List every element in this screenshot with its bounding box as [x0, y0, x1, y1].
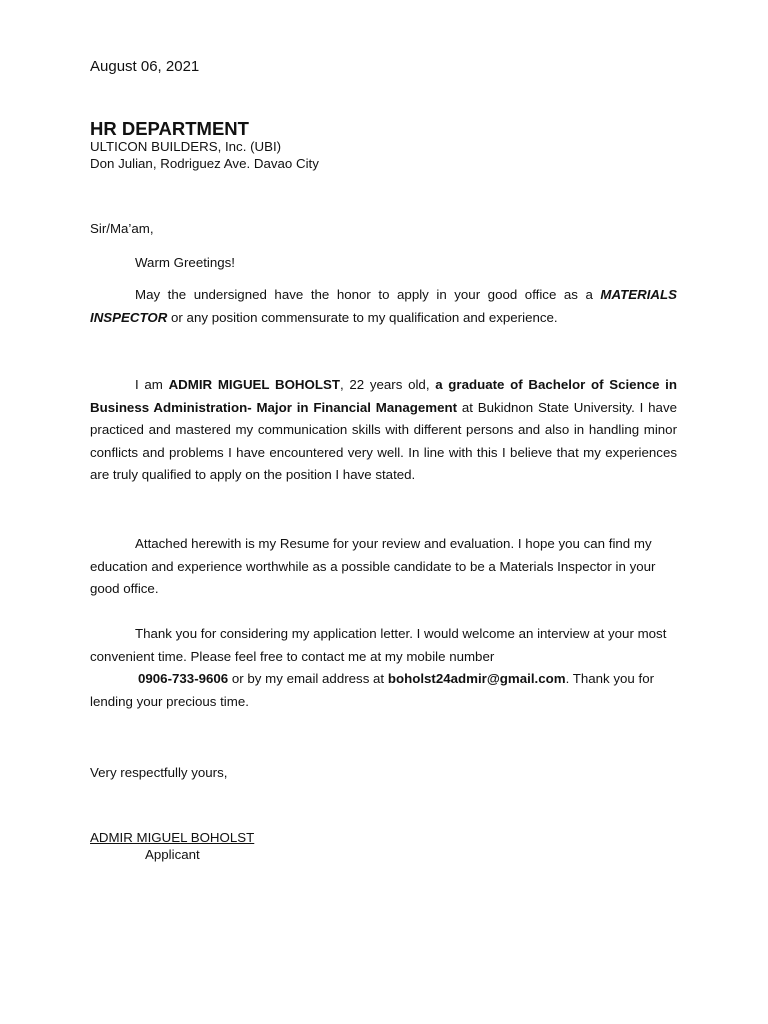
p2-mid: , 22 years old, [340, 377, 436, 392]
p2-lead: I am [135, 377, 169, 392]
paragraph-contact [90, 623, 677, 713]
applicant-name-inline: ADMIR MIGUEL BOHOLST [168, 377, 340, 392]
p4-mid: or by my email address at [228, 671, 388, 687]
letter-date: August 06, 2021 [90, 58, 200, 75]
paragraph-resume [90, 533, 677, 601]
salutation: Sir/Ma’am, [90, 221, 154, 236]
p1-rest: or any position commensurate to my qualification and experience. [167, 309, 558, 325]
recipient-department: HR DEPARTMENT [90, 118, 249, 139]
applied-position: MATERIALS INSPECTOR [90, 287, 677, 325]
email-address: boholst24admir@gmail.com [387, 671, 566, 687]
recipient-company: ULTICON BUILDERS, Inc. (UBI) [90, 139, 282, 154]
phone-number: 0906-733-9606 [138, 671, 229, 687]
signature-role: Applicant [145, 847, 200, 862]
signature-name: ADMIR MIGUEL BOHOLST [90, 830, 255, 845]
recipient-address: Don Julian, Rodriguez Ave. Davao City [90, 156, 319, 171]
p1-lead: May the undersigned have the honor to apply in your good office as a [135, 287, 601, 302]
p4-lead: Thank you for considering my application letter. I would welcome an interview at your most convenient time. Please feel free to contact me at my mobile number [90, 626, 667, 664]
paragraph-background [90, 374, 677, 487]
paragraph-application [90, 284, 677, 329]
p4-rest: . Thank you for lending your precious time. [90, 671, 655, 709]
p3-text: Attached herewith is my Resume for your review and evaluation. I hope you can find my education and experience worthwhile as a possible candidate to be a Materials Inspector in your good office. [90, 536, 656, 597]
degree-text: a graduate of Bachelor of Science in Business Administration- Major in Financial Management [90, 377, 677, 415]
p2-rest: at Bukidnon State University. I have practiced and mastered my communication skills with different persons and also in handling minor conflicts and problems I have encountered very well. In line with this I believe that my experiences are truly qualified to apply on the position I have stated. [90, 399, 677, 483]
greeting: Warm Greetings! [135, 255, 235, 270]
closing: Very respectfully yours, [90, 765, 228, 780]
